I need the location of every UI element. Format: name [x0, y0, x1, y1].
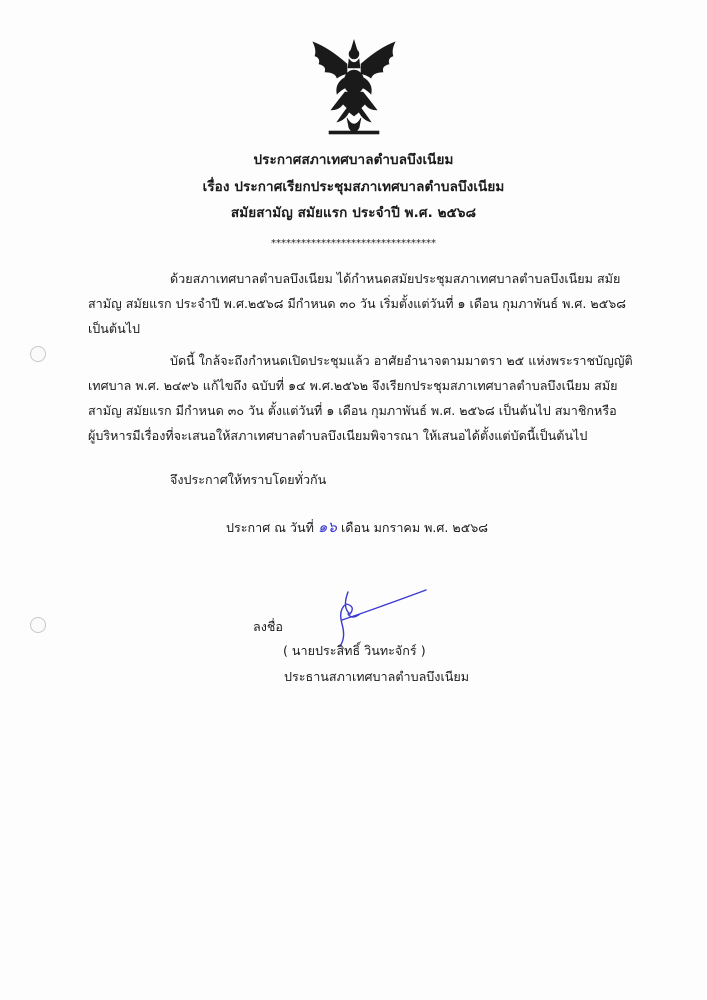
paragraph-line: สามัญ สมัยแรก ประจำปี พ.ศ.๒๕๖๘ มีกำหนด ๓๐ วัน เริ่มตั้งแต่วันที่ ๑ เดือน กุมภาพันธ์ พ.ศ. ๒๕๖๘: [88, 296, 626, 311]
hole-punch: [30, 617, 46, 633]
header-session: สมัยสามัญ สมัยแรก ประจำปี พ.ศ. ๒๕๖๘: [230, 205, 477, 221]
paragraph-2: [88, 348, 648, 448]
paragraph-line: สามัญ สมัยแรก มีกำหนด ๓๐ วัน ตั้งแต่วันที่ ๑ เดือน กุมภาพันธ์ พ.ศ. ๒๕๖๘ เป็นต้นไป สมาชิกหรือ: [88, 403, 617, 418]
handwritten-signature-icon: [312, 580, 432, 650]
paragraph-1: [88, 266, 648, 341]
header-subject: เรื่อง ประกาศเรียกประชุมสภาเทศบาลตำบลบึงเนียม: [202, 179, 505, 195]
announcement-date: [226, 515, 488, 539]
garuda-emblem-icon: [307, 38, 401, 138]
paragraph-line: ด้วยสภาเทศบาลตำบลบึงเนียม ได้กำหนดสมัยประชุมสภาเทศบาลตำบลบึงเนียม สมัย: [170, 271, 621, 286]
separator-line: *********************************: [271, 238, 436, 249]
closing-line: จึงประกาศให้ทราบโดยทั่วกัน: [170, 472, 327, 487]
header-title: ประกาศสภาเทศบาลตำบลบึงเนียม: [253, 152, 454, 168]
hole-punch: [30, 346, 46, 362]
date-day-handwritten: ๑๖: [317, 518, 337, 536]
date-prefix: ประกาศ ณ วันที่: [226, 520, 314, 535]
paragraph-line: เป็นต้นไป: [88, 321, 141, 336]
paragraph-line: บัดนี้ ใกล้จะถึงกำหนดเปิดประชุมแล้ว อาศัยอำนาจตามมาตรา ๒๕ แห่งพระราชบัญญัติ: [170, 353, 633, 368]
date-suffix: เดือน มกราคม พ.ศ. ๒๕๖๘: [340, 520, 488, 535]
closing-paragraph: [88, 467, 648, 492]
signature-label: ลงชื่อ: [253, 619, 283, 634]
paragraph-line: เทศบาล พ.ศ. ๒๔๙๖ แก้ไขถึง ฉบับที่ ๑๔ พ.ศ.๒๕๖๒ จึงเรียกประชุมสภาเทศบาลตำบลบึงเนียม สมัย: [88, 378, 618, 393]
paragraph-line: ผู้บริหารมีเรื่องที่จะเสนอให้สภาเทศบาลตำบลบึงเนียมพิจารณา ให้เสนอได้ตั้งแต่บัดนี้เป็นต้นไป: [88, 428, 588, 443]
signer-position: ประธานสภาเทศบาลตำบลบึงเนียม: [284, 669, 470, 684]
signer-name: ( นายประสิทธิ์ วินทะจักร์ ): [283, 643, 426, 658]
